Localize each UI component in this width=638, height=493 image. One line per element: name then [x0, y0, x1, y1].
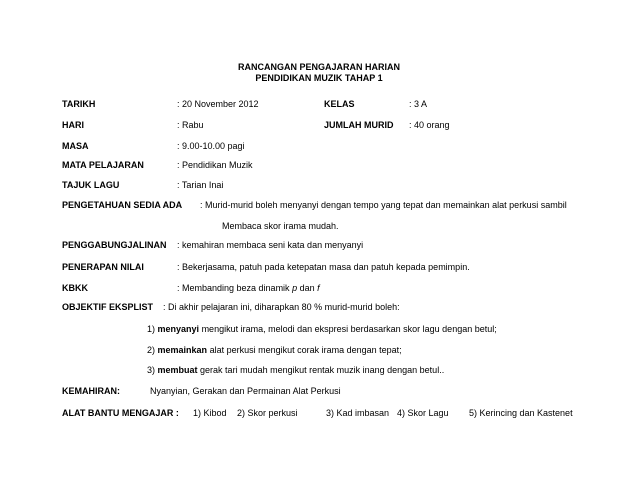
objective-item	[147, 345, 402, 356]
alat-bantu-item: 2) Skor perkusi	[237, 408, 298, 418]
objective-text: mengikut irama, melodi dan ekspresi berdasarkan skor lagu dengan betul;	[199, 324, 497, 334]
document-subtitle: PENDIDIKAN MUZIK TAHAP 1	[255, 73, 383, 83]
kelas-label: KELAS	[324, 99, 355, 109]
tajuk-lagu-value: : Tarian Inai	[177, 180, 224, 190]
objective-text: alat perkusi mengikut corak irama dengan tepat;	[207, 345, 402, 355]
penerapan-nilai-value: : Bekerjasama, patuh pada ketepatan masa dan patuh kepada pemimpin.	[177, 262, 470, 272]
alat-bantu-label: ALAT BANTU MENGAJAR :	[62, 408, 179, 418]
tarikh-value: : 20 November 2012	[177, 99, 259, 109]
mata-pelajaran-value: : Pendidikan Muzik	[177, 160, 253, 170]
kbkk-value	[177, 283, 320, 294]
alat-bantu-item: 4) Skor Lagu	[397, 408, 449, 418]
pengetahuan-label: PENGETAHUAN SEDIA ADA	[62, 200, 183, 210]
masa-label: MASA	[62, 141, 89, 151]
masa-value: : 9.00-10.00 pagi	[177, 141, 245, 151]
objective-verb: memainkan	[157, 345, 208, 355]
objective-text: gerak tari mudah mengikut rentak muzik inang dengan betul..	[197, 365, 445, 375]
pengetahuan-value-continued: Membaca skor irama mudah.	[222, 221, 339, 231]
hari-value: : Rabu	[177, 120, 204, 130]
objective-number: 1)	[147, 324, 156, 334]
objective-item	[147, 365, 444, 376]
dynamic-f: f	[317, 283, 320, 293]
kelas-value: : 3 A	[409, 99, 428, 109]
pengetahuan-value: : Murid-murid boleh menyanyi dengan tempo yang tepat dan memainkan alat perkusi sambil	[200, 200, 567, 210]
kbkk-text: : Membanding beza dinamik	[177, 283, 293, 293]
hari-label: HARI	[62, 120, 84, 130]
kbkk-label: KBKK	[62, 283, 88, 293]
tajuk-lagu-label: TAJUK LAGU	[62, 180, 120, 190]
penggabungjalinan-value: : kemahiran membaca seni kata dan menyanyi	[177, 240, 364, 250]
tarikh-label: TARIKH	[62, 99, 96, 109]
objektif-value: : Di akhir pelajaran ini, diharapkan 80 % murid-murid boleh:	[163, 302, 400, 312]
document-title: RANCANGAN PENGAJARAN HARIAN	[237, 62, 400, 72]
objective-verb: menyanyi	[157, 324, 200, 334]
mata-pelajaran-label: MATA PELAJARAN	[62, 160, 144, 170]
objective-item	[147, 324, 497, 335]
penerapan-nilai-label: PENERAPAN NILAI	[62, 262, 144, 272]
kbkk-and: dan	[297, 283, 318, 293]
jumlah-murid-value: : 40 orang	[409, 120, 450, 130]
objective-verb: membuat	[157, 365, 198, 375]
kemahiran-label: KEMAHIRAN:	[62, 386, 120, 396]
alat-bantu-item: 5) Kerincing dan Kastenet	[469, 408, 573, 418]
alat-bantu-item: 1) Kibod	[193, 408, 227, 418]
alat-bantu-item: 3) Kad imbasan	[326, 408, 390, 418]
objektif-label: OBJEKTIF EKSPLIST	[62, 302, 154, 312]
dynamic-p: p	[292, 283, 298, 293]
objective-number: 3)	[147, 365, 156, 375]
kemahiran-value: Nyanyian, Gerakan dan Permainan Alat Perkusi	[150, 386, 341, 396]
objective-number: 2)	[147, 345, 156, 355]
jumlah-murid-label: JUMLAH MURID	[324, 120, 394, 130]
penggabungjalinan-label: PENGGABUNGJALINAN	[62, 240, 167, 250]
